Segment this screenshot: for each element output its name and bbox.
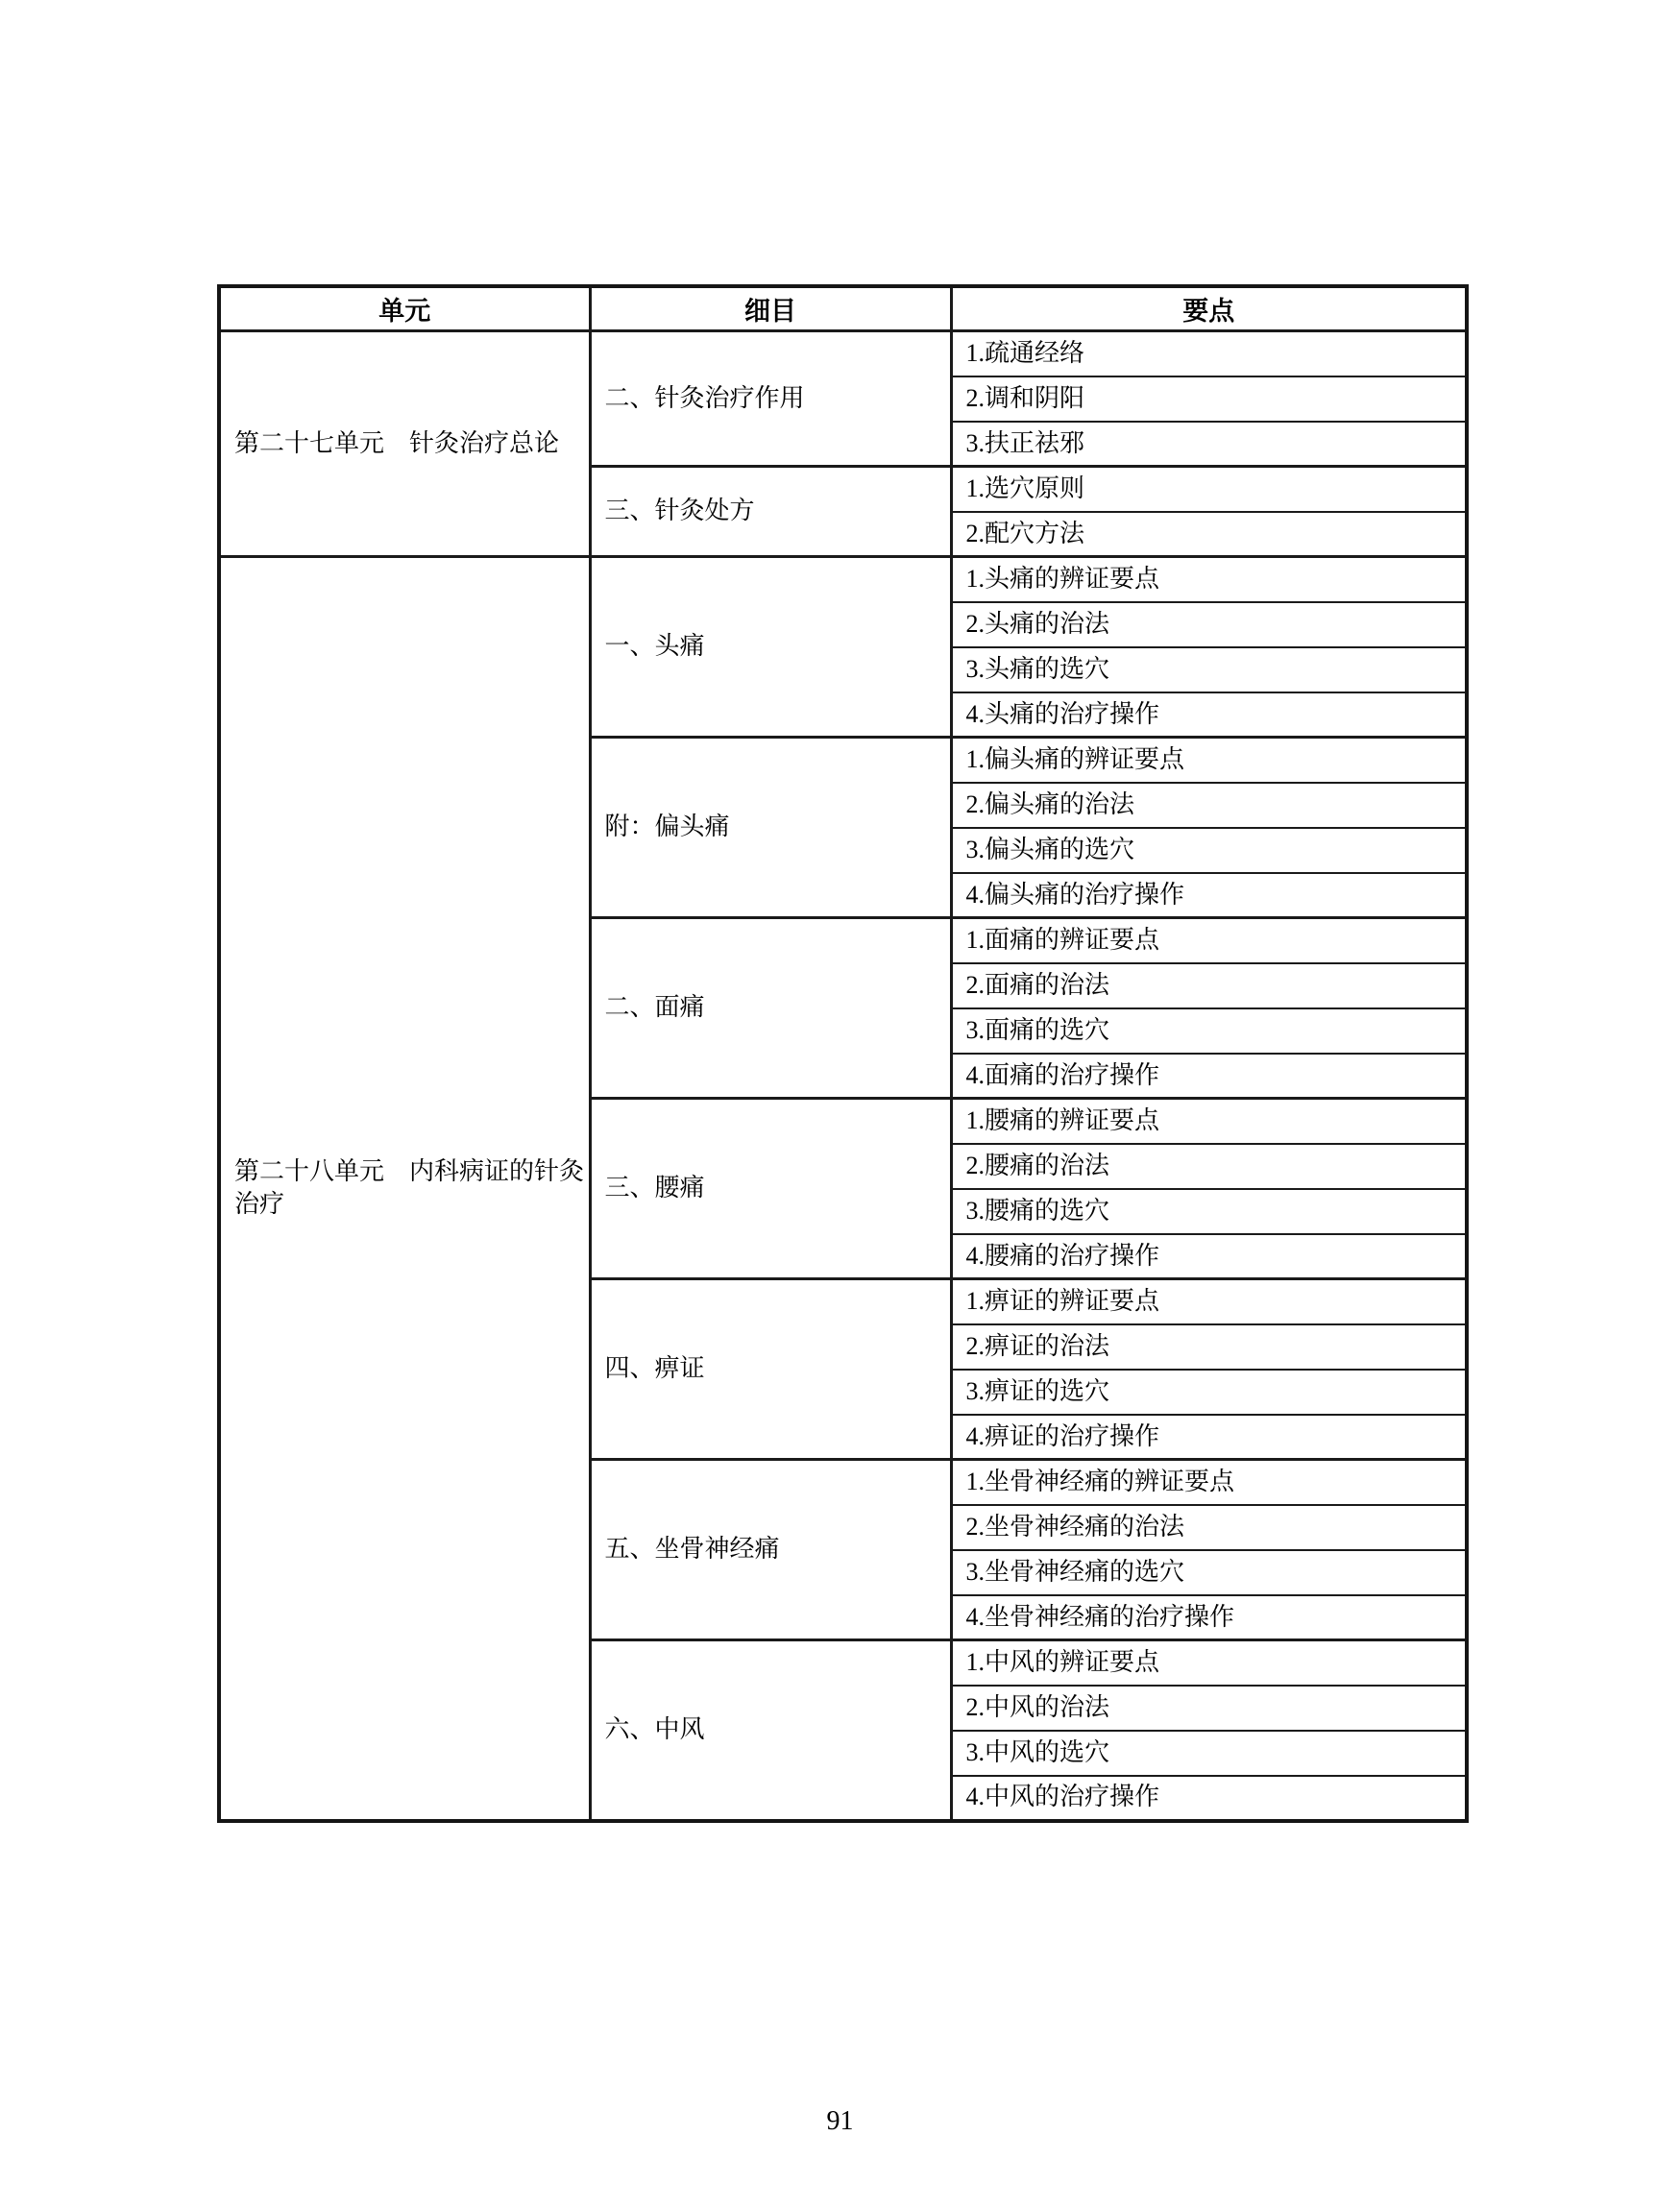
point-cell: 1.痹证的辨证要点 xyxy=(951,1279,1467,1324)
point-cell: 4.腰痛的治疗操作 xyxy=(951,1234,1467,1279)
point-cell: 2.偏头痛的治法 xyxy=(951,783,1467,828)
point-cell: 2.配穴方法 xyxy=(951,512,1467,557)
detail-cell: 三、腰痛 xyxy=(590,1099,951,1279)
point-cell: 1.头痛的辨证要点 xyxy=(951,557,1467,602)
point-cell: 3.中风的选穴 xyxy=(951,1731,1467,1776)
point-cell: 1.选穴原则 xyxy=(951,467,1467,512)
header-points: 要点 xyxy=(951,286,1467,331)
point-cell: 4.痹证的治疗操作 xyxy=(951,1415,1467,1460)
table-header-row xyxy=(219,286,1467,331)
point-cell: 2.调和阴阳 xyxy=(951,376,1467,422)
point-cell: 2.面痛的治法 xyxy=(951,963,1467,1008)
detail-cell: 三、针灸处方 xyxy=(590,467,951,557)
point-cell: 3.面痛的选穴 xyxy=(951,1008,1467,1054)
point-cell: 2.坐骨神经痛的治法 xyxy=(951,1505,1467,1550)
point-cell: 1.中风的辨证要点 xyxy=(951,1640,1467,1686)
detail-cell: 四、痹证 xyxy=(590,1279,951,1460)
point-cell: 1.疏通经络 xyxy=(951,331,1467,376)
header-unit: 单元 xyxy=(219,286,590,331)
unit-cell: 第二十八单元 内科病证的针灸治疗 xyxy=(219,557,590,1821)
point-cell: 2.中风的治法 xyxy=(951,1686,1467,1731)
point-cell: 4.头痛的治疗操作 xyxy=(951,692,1467,738)
detail-cell: 六、中风 xyxy=(590,1640,951,1821)
detail-cell: 附：偏头痛 xyxy=(590,738,951,918)
point-cell: 3.坐骨神经痛的选穴 xyxy=(951,1550,1467,1595)
point-cell: 2.腰痛的治法 xyxy=(951,1144,1467,1189)
table-row xyxy=(219,331,1467,376)
point-cell: 3.扶正祛邪 xyxy=(951,422,1467,467)
detail-cell: 二、面痛 xyxy=(590,918,951,1099)
point-cell: 2.痹证的治法 xyxy=(951,1324,1467,1370)
point-cell: 3.痹证的选穴 xyxy=(951,1370,1467,1415)
point-cell: 1.偏头痛的辨证要点 xyxy=(951,738,1467,783)
point-cell: 1.坐骨神经痛的辨证要点 xyxy=(951,1460,1467,1505)
detail-cell: 一、头痛 xyxy=(590,557,951,738)
detail-cell: 五、坐骨神经痛 xyxy=(590,1460,951,1640)
point-cell: 4.面痛的治疗操作 xyxy=(951,1054,1467,1099)
header-detail: 细目 xyxy=(590,286,951,331)
point-cell: 1.腰痛的辨证要点 xyxy=(951,1099,1467,1144)
unit-cell: 第二十七单元 针灸治疗总论 xyxy=(219,331,590,557)
point-cell: 4.中风的治疗操作 xyxy=(951,1776,1467,1821)
point-cell: 1.面痛的辨证要点 xyxy=(951,918,1467,963)
point-cell: 2.头痛的治法 xyxy=(951,602,1467,647)
point-cell: 4.坐骨神经痛的治疗操作 xyxy=(951,1595,1467,1640)
point-cell: 3.头痛的选穴 xyxy=(951,647,1467,692)
page-number: 91 xyxy=(826,2106,854,2136)
point-cell: 3.偏头痛的选穴 xyxy=(951,828,1467,873)
point-cell: 4.偏头痛的治疗操作 xyxy=(951,873,1467,918)
syllabus-table xyxy=(217,284,1469,1823)
detail-cell: 二、针灸治疗作用 xyxy=(590,331,951,467)
table-row xyxy=(219,557,1467,602)
point-cell: 3.腰痛的选穴 xyxy=(951,1189,1467,1234)
